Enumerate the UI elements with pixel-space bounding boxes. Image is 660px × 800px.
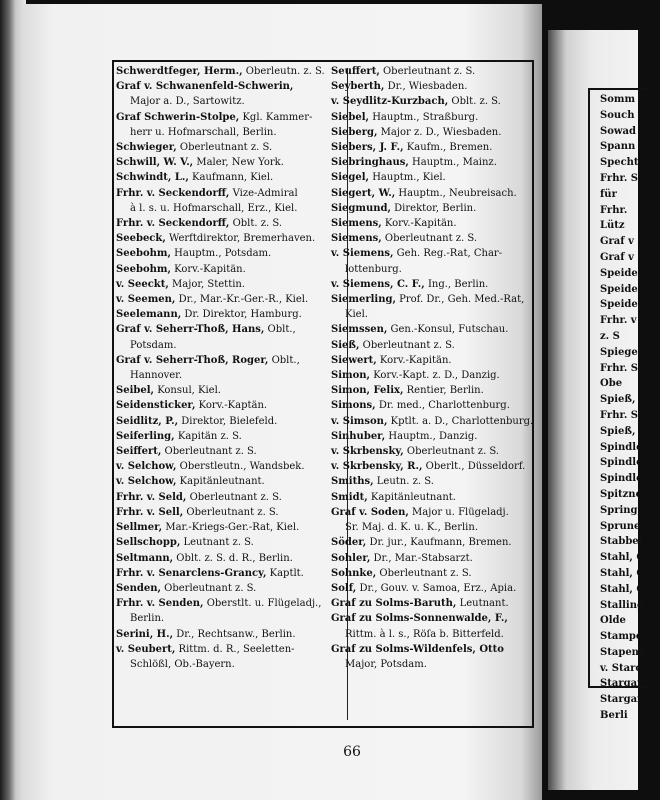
entry-details: Oberleutnant z. S. xyxy=(359,339,455,351)
next-page-fragment: Specht xyxy=(600,157,639,169)
entry-details: Oberstleutn., Wandsbek. xyxy=(176,461,305,473)
entry-details: Leutn. z. S. xyxy=(373,476,434,488)
directory-entry xyxy=(331,246,517,276)
entry-details: Major u. Flügeladj. xyxy=(408,506,509,518)
entry-continuation: Schlößl, Ob.-Bayern. xyxy=(130,658,235,670)
directory-entry xyxy=(116,551,321,566)
directory-entry xyxy=(331,490,517,505)
entry-name: Seiferling, xyxy=(116,430,175,442)
entry-details: Kaufm., Bremen. xyxy=(403,142,493,154)
entry-details: Dr. med., Charlottenburg. xyxy=(375,400,510,412)
directory-entry xyxy=(331,216,517,231)
entry-details: Kapitänleutnant. xyxy=(367,491,456,503)
entry-name: Siemens, xyxy=(331,233,382,245)
next-page-fragment: Speide xyxy=(600,267,638,279)
directory-entry xyxy=(116,246,321,261)
directory-entry xyxy=(331,231,517,246)
entry-details: Vize-Admiral xyxy=(229,187,298,199)
next-page-fragment: Spindle xyxy=(600,473,643,485)
directory-entry xyxy=(331,94,517,109)
entry-name: Seuffert, xyxy=(331,66,380,77)
entry-details: Direktor, Bielefeld. xyxy=(178,415,278,427)
entry-name: Graf Schwerin-Stolpe, xyxy=(116,111,240,123)
entry-details: Dr., Wiesbaden. xyxy=(384,81,468,93)
directory-entry xyxy=(116,535,321,550)
entry-name: Seebeck, xyxy=(116,233,166,245)
entry-name: Frhr. v. Senden, xyxy=(116,598,204,610)
entry-name: Frhr. v. Seld, xyxy=(116,491,187,503)
entry-name: Siegmund, xyxy=(331,202,391,214)
directory-entry xyxy=(331,581,517,596)
entry-details: Oberlt., Düsseldorf. xyxy=(422,461,526,473)
next-page-fragment: Stargar xyxy=(600,694,643,706)
directory-entry xyxy=(331,505,517,535)
next-page-fragment: Spiegel xyxy=(600,346,642,358)
directory-entry xyxy=(331,444,517,459)
directory-entry xyxy=(116,79,321,109)
directory-entry xyxy=(116,353,321,383)
directory-entry xyxy=(116,581,321,596)
entry-continuation: Major, Potsdam. xyxy=(345,658,427,670)
entry-details: Kaptlt. xyxy=(266,567,304,579)
directory-entry xyxy=(116,596,321,626)
entry-continuation: à l. s. u. Hofmarschall, Erz., Kiel. xyxy=(130,202,298,214)
entry-details: Kptlt. a. D., Charlottenburg. xyxy=(387,415,534,427)
directory-entry xyxy=(116,262,321,277)
entry-name: Graf v. Soden, xyxy=(331,506,409,518)
entry-details: Oberleutnant z. S. xyxy=(183,506,279,518)
directory-entry xyxy=(331,474,517,489)
entry-details: Oberleutnant z. S. xyxy=(376,567,472,579)
next-page-fragment: Frhr. xyxy=(600,204,628,216)
directory-entry xyxy=(331,322,517,337)
next-page-fragment: v. Starc xyxy=(600,662,642,674)
entry-details: Oberleutnant z. S. xyxy=(186,491,282,503)
entry-name: Sinhuber, xyxy=(331,430,386,442)
left-column xyxy=(116,64,325,714)
directory-entry xyxy=(116,277,321,292)
entry-name: Sohler, xyxy=(331,552,371,564)
entry-details: Major, Stettin. xyxy=(168,278,246,290)
entry-name: v. Skrbensky, R., xyxy=(331,461,423,473)
page-number: 66 xyxy=(343,744,361,760)
entry-name: Seidensticker, xyxy=(116,400,196,412)
entry-details: Oberleutnant z. S. xyxy=(160,582,257,594)
entry-name: Siewert, xyxy=(331,354,377,366)
entry-name: Graf zu Solms-Baruth, xyxy=(331,598,457,610)
entry-name: Söder, xyxy=(331,537,367,549)
directory-entry xyxy=(116,186,321,216)
entry-name: Siemens, xyxy=(331,218,382,230)
directory-entry xyxy=(331,277,517,292)
entry-details: Gen.-Konsul, Futschau. xyxy=(387,324,509,336)
entry-name: Schwindt, L., xyxy=(116,172,189,184)
next-page-fragment: Souch xyxy=(600,109,635,121)
directory-entry xyxy=(116,64,325,79)
entry-details: Dr., Gouv. v. Samoa, Erz., Apia. xyxy=(356,582,517,594)
entry-details: Oberleutnant z. S. xyxy=(381,233,478,245)
entry-details: Leutnant z. S. xyxy=(180,537,254,549)
entry-details: Hauptm., Danzig. xyxy=(385,430,478,442)
directory-entry xyxy=(331,414,534,429)
entry-name: Frhr. v. Sell, xyxy=(116,506,184,518)
directory-entry xyxy=(116,444,321,459)
directory-entry xyxy=(331,155,517,170)
entry-details: Rentier, Berlin. xyxy=(403,385,484,397)
directory-entry xyxy=(116,155,321,170)
entry-name: Sellschopp, xyxy=(116,537,181,549)
next-page-fragment: Graf v xyxy=(600,251,634,263)
directory-entry xyxy=(331,398,517,413)
entry-continuation: Kiel. xyxy=(345,309,368,321)
entry-name: Seebohm, xyxy=(116,248,171,260)
directory-entry xyxy=(331,338,517,353)
entry-details: Kapitän z. S. xyxy=(174,430,242,442)
entry-name: Senden, xyxy=(116,582,161,594)
entry-name: Sohnke, xyxy=(331,567,377,579)
directory-entry xyxy=(331,125,517,140)
entry-name: Siebel, xyxy=(331,111,370,123)
entry-details: Hauptm., Mainz. xyxy=(408,157,497,169)
entry-details: Kaufmann, Kiel. xyxy=(188,172,274,184)
directory-entry xyxy=(331,292,525,322)
directory-entry xyxy=(331,353,517,368)
entry-continuation: Potsdam. xyxy=(130,339,177,351)
entry-name: Seidlitz, P., xyxy=(116,415,179,427)
directory-entry xyxy=(116,322,321,352)
entry-details: Dr. jur., Kaufmann, Bremen. xyxy=(366,537,512,549)
entry-continuation: Hannover. xyxy=(130,370,183,382)
directory-entry xyxy=(331,140,517,155)
entry-name: Siegert, W., xyxy=(331,187,396,199)
entry-name: Schwieger, xyxy=(116,142,177,154)
entry-details: Korv.-Kapt. z. D., Danzig. xyxy=(370,370,500,382)
entry-name: Frhr. v. Senarclens-Grancy, xyxy=(116,567,267,579)
next-page-fragment: Somm xyxy=(600,94,636,105)
directory-entry xyxy=(331,201,517,216)
directory-entry xyxy=(116,231,321,246)
next-page-fragment: Spieß, xyxy=(600,394,636,406)
directory-entry xyxy=(116,110,321,140)
next-page-text xyxy=(600,92,660,724)
next-page-fragment: Stahl, C xyxy=(600,552,645,564)
entry-name: Siemerling, xyxy=(331,294,396,306)
directory-entry xyxy=(331,79,517,94)
entry-details: Oberleutnant z. S. xyxy=(161,446,257,458)
directory-entry xyxy=(331,642,517,672)
entry-name: Schwill, W. V., xyxy=(116,157,194,169)
directory-entry xyxy=(116,292,321,307)
entry-details: Kgl. Kammer- xyxy=(239,111,313,123)
entry-name: Simon, Felix, xyxy=(331,385,404,397)
entry-details: Korv.-Kaptän. xyxy=(195,400,268,412)
next-page-fragment: Spieß, xyxy=(600,425,636,437)
entry-name: Siegel, xyxy=(331,172,370,184)
entry-details: Mar.-Kriegs-Ger.-Rat, Kiel. xyxy=(162,522,300,534)
entry-name: v. Seubert, xyxy=(116,643,176,655)
directory-entry xyxy=(116,642,321,672)
next-page-fragment: Stalling xyxy=(600,599,644,611)
entry-details: Korv.-Kapitän. xyxy=(170,263,246,275)
entry-name: v. Siemens, C. F., xyxy=(331,278,425,290)
entry-name: Seiffert, xyxy=(116,446,162,458)
entry-details: Hauptm., Neubreisach. xyxy=(395,187,517,199)
directory-entry xyxy=(331,551,517,566)
entry-details: Direktor, Berlin. xyxy=(390,202,477,214)
entry-name: Smiths, xyxy=(331,476,374,488)
entry-details: Dr., Mar.-Kr.-Ger.-R., Kiel. xyxy=(175,294,309,306)
entry-name: Seelemann, xyxy=(116,309,182,321)
next-page-fragment: Frhr. S xyxy=(600,362,638,374)
next-page-fragment: Frhr. S xyxy=(600,409,638,421)
entry-name: Serini, H., xyxy=(116,628,174,640)
entry-name: v. Simson, xyxy=(331,415,388,427)
next-page-fragment: Spann xyxy=(600,141,636,153)
directory-entry xyxy=(331,459,526,474)
entry-name: Graf zu Solms-Wildenfels, Otto xyxy=(331,643,504,655)
next-page-fragment: Stahl, C xyxy=(600,583,645,595)
directory-entry xyxy=(331,566,517,581)
next-page-edge xyxy=(548,30,648,790)
entry-name: Graf zu Solms-Sonnenwalde, F., xyxy=(331,613,508,625)
entry-name: Smidt, xyxy=(331,491,368,503)
next-page-fragment: Frhr. v xyxy=(600,315,637,327)
entry-name: v. Seemen, xyxy=(116,294,176,306)
next-page-fragment: Graf v xyxy=(600,236,634,248)
next-page-fragment: Frhr. S xyxy=(600,172,638,184)
entry-continuation: Sr. Maj. d. K. u. K., Berlin. xyxy=(345,522,479,534)
entry-name: Siebringhaus, xyxy=(331,157,409,169)
next-page-fragment: Stabber xyxy=(600,536,644,548)
entry-name: Seebohm, xyxy=(116,263,171,275)
next-page-fragment: Olde xyxy=(600,615,626,627)
entry-name: Simons, xyxy=(331,400,376,412)
entry-details: Oblt. z. S. xyxy=(448,96,501,108)
next-page-fragment: Lütz xyxy=(600,220,625,232)
directory-entry xyxy=(331,611,517,641)
entry-name: Graf v. Schwanenfeld-Schwerin, xyxy=(116,81,294,93)
directory-entry xyxy=(331,186,517,201)
entry-details: Hauptm., Straßburg. xyxy=(369,111,479,123)
directory-entry xyxy=(116,383,321,398)
entry-details: Konsul, Kiel. xyxy=(154,385,221,397)
entry-name: Graf v. Seherr-Thoß, Roger, xyxy=(116,354,269,366)
directory-entry xyxy=(331,110,517,125)
next-page-fragment: Obe xyxy=(600,378,623,390)
entry-name: Solf, xyxy=(331,582,357,594)
entry-name: Sieß, xyxy=(331,339,360,351)
directory-entry xyxy=(331,170,517,185)
entry-details: Oberleutn. z. S. xyxy=(242,66,325,77)
entry-details: Werftdirektor, Bremerhaven. xyxy=(165,233,316,245)
entry-name: v. Seeckt, xyxy=(116,278,169,290)
entry-details: Oblt. z. S. d. R., Berlin. xyxy=(173,552,293,564)
next-page-fragment: Spitzner xyxy=(600,488,648,500)
entry-details: Oblt. z. S. xyxy=(229,218,283,230)
entry-name: Seibel, xyxy=(116,385,155,397)
entry-continuation: herr u. Hofmarschall, Berlin. xyxy=(130,126,277,138)
entry-details: Hauptm., Potsdam. xyxy=(170,248,272,260)
directory-entry xyxy=(331,64,517,79)
entry-name: Sieberg, xyxy=(331,126,378,138)
entry-name: Seltmann, xyxy=(116,552,174,564)
entry-details: Korv.-Kapitän. xyxy=(376,354,452,366)
directory-entry xyxy=(116,566,321,581)
entry-name: v. Skrbensky, xyxy=(331,446,404,458)
entry-continuation: Rittm. à l. s., Röſa b. Bitterfeld. xyxy=(345,628,504,640)
next-page-fragment: Spindle xyxy=(600,441,643,453)
next-page-fragment: Speide xyxy=(600,299,638,311)
next-page-fragment: Stargar xyxy=(600,678,643,690)
directory-entry xyxy=(331,535,517,550)
entry-name: Simon, xyxy=(331,370,371,382)
entry-details: Kapitänleutnant. xyxy=(176,476,265,488)
entry-details: Ing., Berlin. xyxy=(424,278,489,290)
next-page-fragment: Berli xyxy=(600,710,628,722)
entry-details: Major z. D., Wiesbaden. xyxy=(377,126,502,138)
directory-entry xyxy=(116,140,321,155)
entry-continuation: Major a. D., Sartowitz. xyxy=(130,96,245,108)
entry-details: Korv.-Kapitän. xyxy=(381,218,457,230)
entry-details: Rittm. d. R., Seeletten- xyxy=(175,643,295,655)
entry-details: Maler, New York. xyxy=(193,157,284,169)
entry-continuation: lottenburg. xyxy=(345,263,402,275)
entry-name: Siemssen, xyxy=(331,324,388,336)
entry-name: Frhr. v. Seckendorff, xyxy=(116,187,230,199)
entry-details: Oberleutnant z. S. xyxy=(176,142,273,154)
directory-entry xyxy=(331,368,517,383)
entry-name: Graf v. Seherr-Thoß, Hans, xyxy=(116,324,265,336)
entry-details: Oberleutnant z. S. xyxy=(379,66,476,77)
entry-name: v. Selchow, xyxy=(116,476,177,488)
directory-entry xyxy=(116,627,321,642)
next-page-fragment: Stahl, C xyxy=(600,567,645,579)
entry-name: v. Seydlitz-Kurzbach, xyxy=(331,96,449,108)
entry-details: Dr. Direktor, Hamburg. xyxy=(181,309,302,321)
entry-details: Oblt., xyxy=(264,324,296,336)
entry-details: Prof. Dr., Geh. Med.-Rat, xyxy=(395,294,525,306)
entry-details: Dr., Rechtsanw., Berlin. xyxy=(173,628,296,640)
entry-name: Sellmer, xyxy=(116,522,163,534)
right-column xyxy=(331,64,534,714)
directory-entry xyxy=(116,429,321,444)
next-page-fragment: Sowad xyxy=(600,125,636,137)
directory-entry xyxy=(331,596,517,611)
entry-continuation: Berlin. xyxy=(130,613,165,625)
directory-entry xyxy=(116,505,321,520)
directory-entry xyxy=(116,170,321,185)
next-page-fragment: Spindle xyxy=(600,457,643,469)
entry-details: Oberstlt. u. Flügeladj., xyxy=(203,598,322,610)
entry-details: Oblt., xyxy=(268,354,300,366)
entry-name: v. Siemens, xyxy=(331,248,394,260)
entry-name: Frhr. v. Seckendorff, xyxy=(116,218,230,230)
next-page-fragment: Spring, xyxy=(600,504,642,516)
directory-entry xyxy=(116,459,321,474)
next-page-fragment: Sprune xyxy=(600,520,641,532)
directory-entry xyxy=(331,383,517,398)
directory-entry xyxy=(116,520,321,535)
next-page-fragment: z. S xyxy=(600,330,620,342)
directory-entry xyxy=(116,414,321,429)
directory-entry xyxy=(116,216,321,231)
directory-entry xyxy=(116,474,321,489)
directory-entry xyxy=(116,307,321,322)
entry-details: Leutnant. xyxy=(456,598,509,610)
entry-name: Seyberth, xyxy=(331,81,385,93)
entry-details: Dr., Mar.-Stabsarzt. xyxy=(370,552,473,564)
next-page-fragment: Stampe, xyxy=(600,631,646,643)
next-page-fragment: Speide xyxy=(600,283,638,295)
next-page-fragment: Stapenh xyxy=(600,646,647,658)
directory-entry xyxy=(116,490,321,505)
directory-entry xyxy=(331,429,517,444)
next-page-fragment: für xyxy=(600,188,617,200)
directory-entry xyxy=(116,398,321,413)
entry-name: Siebers, J. F., xyxy=(331,142,404,154)
entry-details: Geh. Reg.-Rat, Char- xyxy=(393,248,503,260)
entry-details: Oberleutnant z. S. xyxy=(403,446,500,458)
entry-name: v. Selchow, xyxy=(116,461,177,473)
entry-name: Schwerdtfeger, Herm., xyxy=(116,66,243,77)
entry-details: Hauptm., Kiel. xyxy=(369,172,446,184)
